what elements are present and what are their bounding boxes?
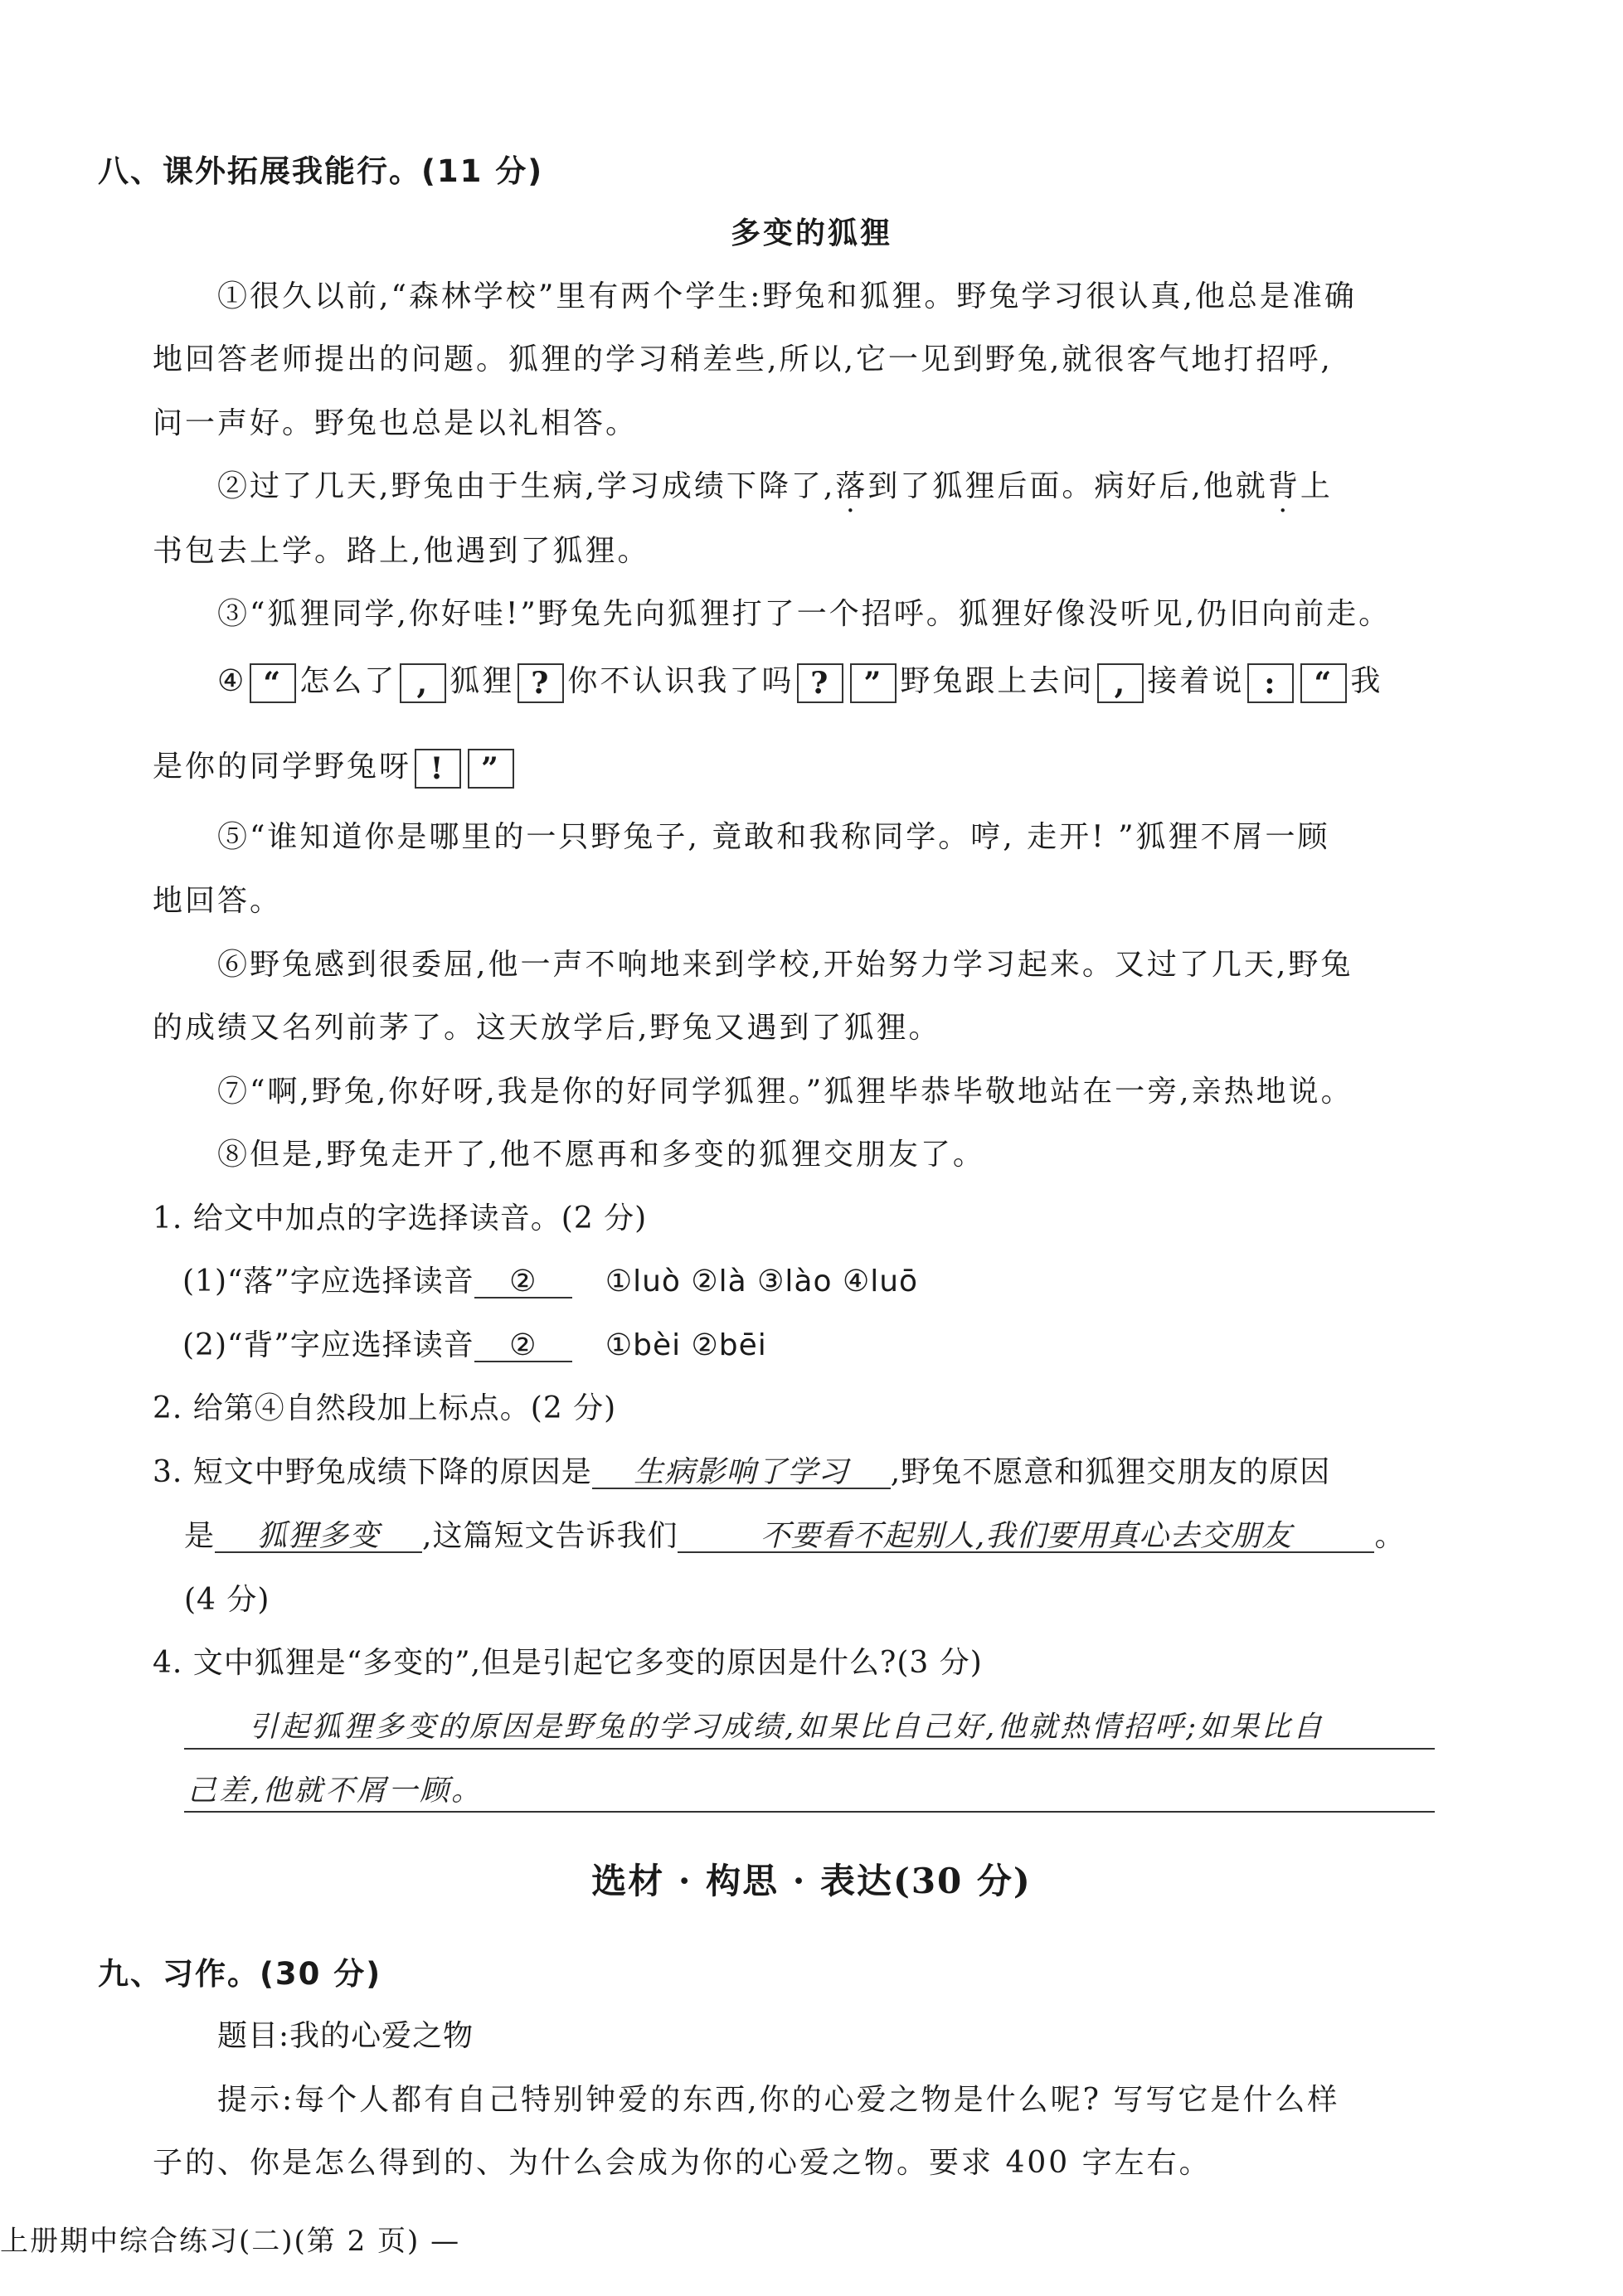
question-4: 4. 文中狐狸是“多变的”,但是引起它多变的原因是什么?(3 分): [153, 1646, 983, 1680]
punct-box[interactable]: ,: [1097, 663, 1144, 703]
q4-answer-rule-2: [184, 1811, 1435, 1813]
q4-answer-line2[interactable]: 己差,他就不屑一顾。: [187, 1774, 483, 1808]
section-banner: 选材 · 构思 · 表达(30 分): [591, 1861, 1032, 1901]
punct-box[interactable]: “: [250, 663, 296, 703]
q1a-label: (1)“落”字应选择读音: [182, 1264, 474, 1298]
punct-box[interactable]: !: [415, 749, 461, 789]
p5-line2: 地回答。: [153, 884, 283, 918]
p4-text: 你不认识我了吗: [567, 664, 794, 698]
section-8-heading: 八、课外拓展我能行。(11 分): [98, 153, 544, 189]
p1-line1: ①很久以前,“森林学校”里有两个学生:野兔和狐狸。野兔学习很认真,他总是准确: [217, 279, 1357, 313]
q1b-label: (2)“背”字应选择读音: [182, 1328, 474, 1362]
q3-text: 3. 短文中野兔成绩下降的原因是: [153, 1455, 592, 1489]
p8-line1: ⑧但是,野兔走开了,他不愿再和多变的狐狸交朋友了。: [217, 1138, 985, 1172]
q1a-options: ①luò ②là ③lào ④luō: [605, 1264, 919, 1298]
punct-box[interactable]: ?: [518, 663, 564, 703]
q4-answer-rule-1: [184, 1748, 1435, 1750]
p2-line2: 书包去上学。路上,他遇到了狐狸。: [153, 534, 650, 568]
question-1a: [182, 1264, 919, 1298]
p4-text: 是你的同学野兔呀: [153, 750, 412, 784]
p4-text: 狐狸: [449, 664, 515, 698]
punct-box[interactable]: “: [1300, 663, 1347, 703]
p4-text: ④: [217, 664, 247, 698]
punct-box[interactable]: ?: [797, 663, 843, 703]
dotted-char-bei: 背: [1267, 469, 1300, 503]
question-3-line2: [184, 1519, 1406, 1553]
p4-text: 我: [1350, 664, 1383, 698]
q4-answer-line1[interactable]: 引起狐狸多变的原因是野兔的学习成绩,如果比自己好,他就热情招呼;如果比自: [249, 1711, 1325, 1744]
p6-line1: ⑥野兔感到很委屈,他一声不响地来到学校,开始努力学习起来。又过了几天,野兔: [217, 948, 1353, 982]
p4-line1: [217, 663, 1382, 703]
p2-line1: [217, 469, 1333, 503]
punct-box[interactable]: ”: [850, 663, 897, 703]
q3-answer-1[interactable]: 生病影响了学习: [592, 1458, 891, 1489]
q3-text: 。: [1374, 1519, 1406, 1553]
page-footer: 上册期中综合练习(二)(第 2 页) —: [0, 2225, 461, 2258]
q1a-answer[interactable]: ②: [474, 1267, 572, 1298]
p2-text-a: ②过了几天,野兔由于生病,学习成绩下降了,: [217, 469, 836, 503]
p4-line2: [153, 749, 518, 789]
q1b-answer[interactable]: ②: [474, 1331, 572, 1362]
q3-answer-3[interactable]: 不要看不起别人,我们要用真心去交朋友: [678, 1522, 1374, 1553]
q1b-options: ①bèi ②bēi: [605, 1328, 767, 1362]
section-9-heading: 九、习作。(30 分): [98, 1956, 382, 1992]
p4-text: 怎么了: [299, 664, 397, 698]
q3-text: ,这篇短文告诉我们: [422, 1519, 678, 1553]
essay-hint-line2: 子的、你是怎么得到的、为什么会成为你的心爱之物。要求 400 字左右。: [153, 2146, 1212, 2180]
essay-hint-line1: 提示:每个人都有自己特别钟爱的东西,你的心爱之物是什么呢? 写写它是什么样: [217, 2083, 1340, 2117]
p2-text-c: 上: [1300, 469, 1333, 503]
q3-answer-2[interactable]: 狐狸多变: [215, 1522, 422, 1553]
question-2: 2. 给第④自然段加上标点。(2 分): [153, 1391, 617, 1425]
p3-line1: ③“狐狸同学,你好哇!”野兔先向狐狸打了一个招呼。狐狸好像没听见,仍旧向前走。: [217, 597, 1392, 631]
question-1: 1. 给文中加点的字选择读音。(2 分): [153, 1201, 648, 1235]
question-3-line3: (4 分): [184, 1583, 270, 1617]
p7-line1: ⑦“啊,野兔,你好呀,我是你的好同学狐狸。”狐狸毕恭毕敬地站在一旁,亲热地说。: [217, 1075, 1353, 1109]
essay-topic: 题目:我的心爱之物: [217, 2019, 474, 2053]
question-3-line1: [153, 1455, 1331, 1489]
story-title: 多变的狐狸: [730, 216, 892, 250]
p4-text: 野兔跟上去问: [900, 664, 1095, 698]
q3-text: ,野兔不愿意和狐狸交朋友的原因: [890, 1455, 1331, 1489]
p1-line3: 问一声好。野兔也总是以礼相答。: [153, 406, 639, 440]
q3-text: 是: [184, 1519, 216, 1553]
punct-box[interactable]: :: [1247, 663, 1294, 703]
question-1b: [182, 1328, 767, 1362]
p4-text: 接着说: [1147, 664, 1245, 698]
p5-line1: ⑤“谁知道你是哪里的一只野兔子, 竟敢和我称同学。哼, 走开! ”狐狸不屑一顾: [217, 820, 1330, 854]
punct-box[interactable]: ”: [468, 749, 514, 789]
p1-line2: 地回答老师提出的问题。狐狸的学习稍差些,所以,它一见到野兔,就很客气地打招呼,: [153, 342, 1333, 376]
p6-line2: 的成绩又名列前茅了。这天放学后,野兔又遇到了狐狸。: [153, 1011, 941, 1045]
p2-text-b: 到了狐狸后面。病好后,他就: [867, 469, 1268, 503]
dotted-char-luo: 落: [835, 469, 868, 503]
punct-box[interactable]: ,: [400, 663, 446, 703]
